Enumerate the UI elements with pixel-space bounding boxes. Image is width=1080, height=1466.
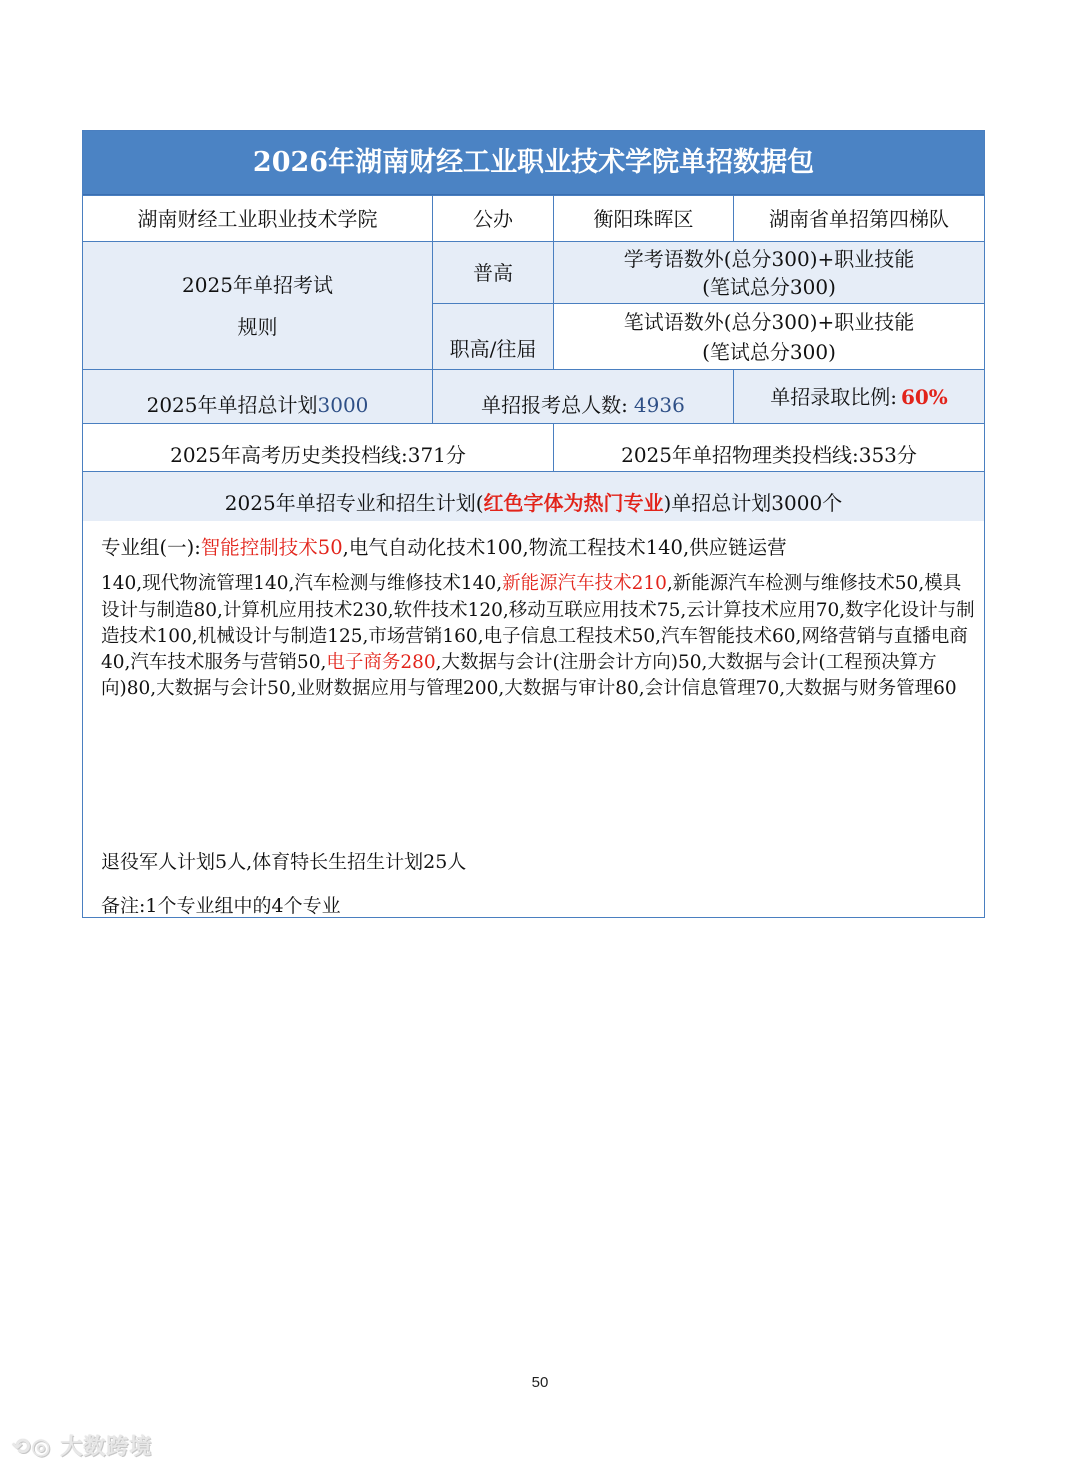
page-number: 50	[531, 1374, 549, 1391]
total-plan-value: 3000	[317, 393, 369, 417]
majors-seg5: ,新能源汽车检测与维修技术50,模具设计与制造80,计算机应用技术230,软件技术120,移动互联应用技术75,云计算技术应用70,数字化设计与制造技术100,机械设计与制造125,市场营销160,电子信息工程技术50,汽车智能技术60,网络营销与直播电商40,汽车技术服务与营销50,	[101, 573, 975, 674]
total-plan-cell	[83, 369, 432, 423]
watermark-logo-icon: ⟲◎	[12, 1435, 52, 1460]
school-tier: 湖南省单招第四梯队	[733, 195, 984, 241]
exam-rules-label	[83, 241, 432, 369]
physics-cutoff: 2025年单招物理类投档线:353分	[553, 423, 984, 471]
admission-ratio-cell	[733, 369, 984, 423]
watermark-text: 大数跨境	[60, 1435, 153, 1460]
majors-seg7: ,大数据与会计(注册会计方向)50,大数据与会计(工程预决算方向)80,大数据与会计50,业财数据应用与管理200,大数据与审计80,会计信息管理70,大数据与财务管理60	[101, 652, 957, 700]
page-title: 2026年湖南财经工业职业技术学院单招数据包	[83, 131, 984, 195]
hot-major-2: 新能源汽车技术210	[502, 573, 667, 595]
group-label: 专业组(一):	[101, 536, 201, 559]
general-student-label: 普高	[432, 241, 553, 303]
general-rule-line2: (笔试总分300)	[702, 274, 836, 299]
general-rule-line1: 学考语数外(总分300)+职业技能	[623, 246, 915, 271]
plan-header-prefix: 2025年单招专业和招生计划(	[224, 491, 484, 515]
majors-seg3: 140,现代物流管理140,汽车检测与维修技术140,	[101, 573, 503, 595]
general-student-rule	[553, 241, 984, 303]
hot-major-1: 智能控制技术50	[200, 536, 343, 559]
school-location: 衡阳珠晖区	[553, 195, 733, 241]
vocational-rule-line1: 笔试语数外(总分300)+职业技能	[623, 309, 915, 334]
applicants-label: 单招报考总人数:	[481, 393, 628, 417]
exam-rules-label-line2: 规则	[237, 314, 278, 339]
vocational-rule-line2: (笔试总分300)	[702, 339, 836, 364]
exam-rules-label-line1: 2025年单招考试	[182, 272, 333, 297]
majors-list	[101, 535, 977, 703]
plan-header-hot-note: 红色字体为热门专业	[483, 491, 664, 515]
admission-ratio-label: 单招录取比例:	[770, 384, 897, 409]
special-plan: 退役军人计划5人,体育特长生招生计划25人	[101, 851, 467, 873]
total-plan-label: 2025年单招总计划	[146, 393, 318, 417]
vocational-student-label: 职高/往届	[432, 303, 553, 369]
majors-line-first	[101, 535, 977, 561]
school-name: 湖南财经工业职业技术学院	[83, 195, 432, 241]
plan-header-suffix: )单招总计划3000个	[663, 491, 843, 515]
hot-major-3: 电子商务280	[326, 652, 436, 674]
applicants-value: 4936	[633, 393, 685, 417]
history-cutoff: 2025年高考历史类投档线:371分	[83, 423, 553, 471]
watermark	[12, 1430, 152, 1461]
majors-seg2: ,电气自动化技术100,物流工程技术140,供应链运营	[342, 536, 787, 559]
data-package-card	[82, 130, 985, 918]
majors-body	[101, 571, 977, 702]
school-type: 公办	[432, 195, 553, 241]
vocational-student-rule	[553, 303, 984, 369]
note: 备注:1个专业组中的4个专业	[101, 895, 341, 917]
plan-header	[83, 471, 984, 521]
admission-ratio-value: 60%	[900, 384, 948, 409]
applicants-cell	[432, 369, 733, 423]
